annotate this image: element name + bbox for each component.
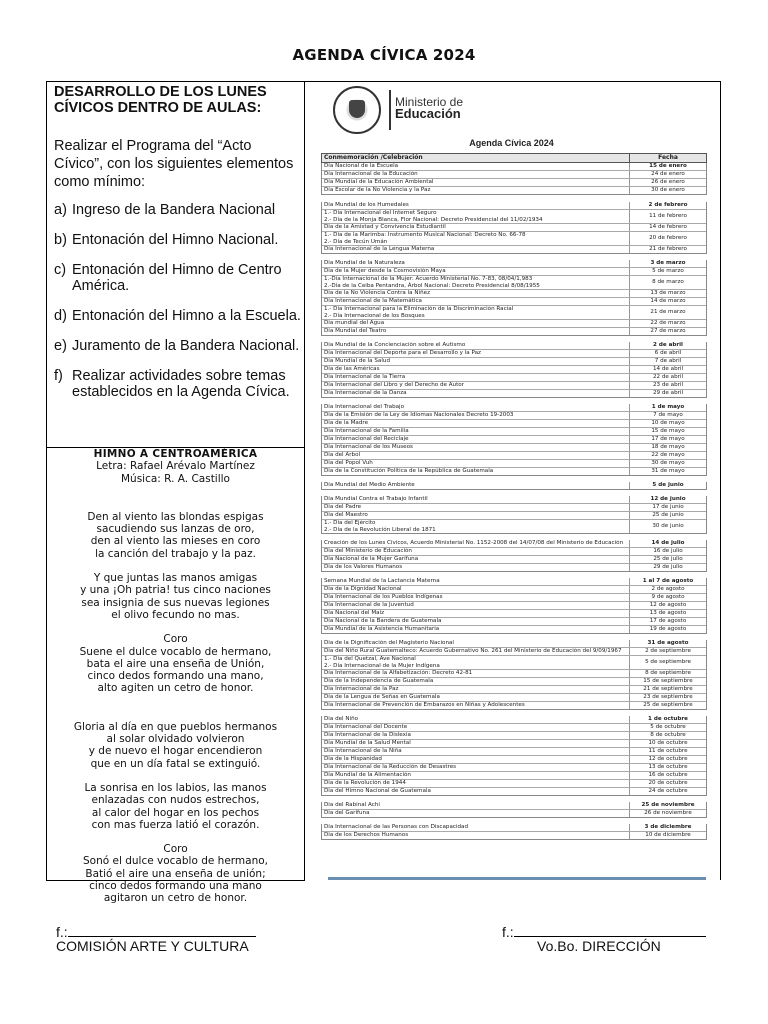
date-cell: 27 de marzo xyxy=(650,328,686,335)
date-cell: 12 de octubre xyxy=(648,756,688,763)
date-cell: 25 de noviembre xyxy=(641,802,695,809)
table-row xyxy=(322,267,706,275)
agenda-month-group xyxy=(321,496,707,534)
table-row xyxy=(322,747,706,755)
event-cell: Día de la Constitución Política de la República de Guatemala xyxy=(322,468,630,475)
table-row xyxy=(322,289,706,297)
date-cell: 8 de septiembre xyxy=(645,670,691,677)
date-cell: 30 de mayo xyxy=(651,460,685,467)
date-cell: 31 de mayo xyxy=(651,468,685,475)
guatemala-seal-icon xyxy=(333,86,381,134)
event-cell: Día Internacional de los Museos xyxy=(322,444,630,451)
event-cell: 1.- Día de la Marimba: Instrumento Musical Nacional: Decreto No. 66-78 2.- Día de Tecún Umán xyxy=(322,232,630,245)
table-row xyxy=(322,496,706,503)
agenda-table-header: Conmemoración /Celebración Fecha xyxy=(321,153,707,163)
table-row xyxy=(322,178,706,186)
date-cell: 22 de mayo xyxy=(651,452,685,459)
date-cell: 26 de enero xyxy=(651,179,685,186)
date-cell: 15 de septiembre xyxy=(643,678,693,685)
event-cell: Día del Rabinal Achí xyxy=(322,802,630,809)
table-row xyxy=(322,459,706,467)
date-cell: 29 de abril xyxy=(652,390,684,397)
date-cell: 2 de abril xyxy=(653,342,683,349)
date-cell: 3 de diciembre xyxy=(644,824,692,831)
date-cell: 13 de octubre xyxy=(648,764,688,771)
agenda-month-group xyxy=(321,202,707,254)
date-cell: 17 de mayo xyxy=(651,436,685,443)
development-section xyxy=(47,82,304,448)
ministry-logo xyxy=(333,86,573,136)
date-cell: 17 de junio xyxy=(652,504,684,511)
event-cell: Día Internacional de la Alfabetización: Decreto 42-81 xyxy=(322,670,630,677)
hymn-line: Suene el dulce vocablo de hermano, xyxy=(79,645,272,658)
event-cell: Día Internacional de la Reducción de Desastres xyxy=(322,764,630,771)
table-row xyxy=(322,779,706,787)
event-cell: Día Internacional del Deporte para el Desarrollo y la Paz xyxy=(322,350,630,357)
table-row xyxy=(322,685,706,693)
event-cell: Día del Garífuna xyxy=(322,810,630,817)
date-cell: 14 de marzo xyxy=(650,298,686,305)
event-cell: Creación de los Lunes Cívicos, Acuerdo Ministerial No. 1152-2008 del 14/07/08 del Ministerio de Educación xyxy=(322,540,630,547)
signature-label-left: COMISIÓN ARTE Y CULTURA xyxy=(56,938,249,954)
table-row xyxy=(322,563,706,571)
date-cell: 22 de abril xyxy=(652,374,684,381)
hymn-line: Coro xyxy=(163,843,188,856)
table-row xyxy=(322,357,706,365)
event-cell: Día Nacional del Maíz xyxy=(322,610,630,617)
date-cell: 13 de agosto xyxy=(649,610,687,617)
date-cell: 14 de abril xyxy=(652,366,684,373)
agenda-month-group xyxy=(321,260,707,336)
event-cell: Día Internacional de Prevención de Embarazos en Niñas y Adolescentes xyxy=(322,702,630,709)
event-cell: Día del Niño xyxy=(322,716,630,723)
event-cell: Día Mundial de la Salud Mental xyxy=(322,740,630,747)
event-cell: Día Nacional de la Mujer Garífuna xyxy=(322,556,630,563)
table-row xyxy=(322,755,706,763)
hymn-line: Sonó el dulce vocablo de hermano, xyxy=(82,855,268,868)
event-cell: Día Mundial de la Salud xyxy=(322,358,630,365)
event-cell: Día del Ministerio de Educación xyxy=(322,548,630,555)
event-cell: Día de la Emisión de la Ley de Idiomas Nacionales Decreto 19-2003 xyxy=(322,412,630,419)
agenda-image xyxy=(303,81,721,880)
table-row xyxy=(322,731,706,739)
table-row xyxy=(322,723,706,731)
table-row xyxy=(322,625,706,633)
date-cell: 26 de noviembre xyxy=(644,810,692,817)
hymn-stanza xyxy=(47,721,304,770)
date-cell: 9 de agosto xyxy=(651,594,685,601)
table-row xyxy=(322,511,706,519)
agenda-month-group xyxy=(321,640,707,710)
event-cell: Día Internacional de la Tierra xyxy=(322,374,630,381)
table-row xyxy=(322,617,706,625)
agenda-month-group xyxy=(321,802,707,818)
date-cell: 10 de octubre xyxy=(648,740,688,747)
event-cell: Día Internacional de la Educación xyxy=(322,171,630,178)
signature-line-left: f.: xyxy=(56,924,256,940)
event-cell: Día Mundial de la Asistencia Humanitaria xyxy=(322,626,630,633)
event-cell: Día Internacional de la Dislexia xyxy=(322,732,630,739)
event-cell: Día de la Amistad y Convivencia Estudiantil xyxy=(322,224,630,231)
event-cell: Día Nacional de la Bandera de Guatemala xyxy=(322,618,630,625)
agenda-month-group xyxy=(321,824,707,840)
table-row xyxy=(322,389,706,397)
table-row xyxy=(322,701,706,709)
table-row xyxy=(322,585,706,593)
date-cell: 21 de febrero xyxy=(649,246,687,253)
date-cell: 20 de febrero xyxy=(649,235,687,242)
event-cell: 1.- Día Internacional del Internet Seguro 2.- Día de la Monja Blanca, Flor Nacional: Decreto Presidencial del 11/02/1934 xyxy=(322,210,630,223)
development-item: b) Entonación del Himno Nacional. xyxy=(54,232,279,248)
event-cell: Día Internacional de la Lengua Materna xyxy=(322,246,630,253)
development-list xyxy=(54,202,304,400)
date-cell: 2 de agosto xyxy=(651,586,685,593)
date-cell: 13 de marzo xyxy=(650,290,686,297)
event-cell: Día de los Derechos Humanos xyxy=(322,832,630,839)
hymn-line: cinco dedos formando una mano xyxy=(89,880,262,893)
event-cell: Día Internacional del Docente xyxy=(322,724,630,731)
event-cell: Día de la Hispanidad xyxy=(322,756,630,763)
event-cell: Día Internacional de la Paz xyxy=(322,686,630,693)
table-row xyxy=(322,170,706,178)
table-row xyxy=(322,593,706,601)
event-cell: Día de la Mujer desde la Cosmovisión Maya xyxy=(322,268,630,275)
development-item: c) Entonación del Himno de Centro América. xyxy=(54,262,282,294)
date-cell: 23 de abril xyxy=(652,382,684,389)
date-cell: 25 de junio xyxy=(652,512,684,519)
date-cell: 10 de diciembre xyxy=(645,832,691,839)
table-row xyxy=(322,231,706,245)
hymn-line: cinco dedos formando una mano, xyxy=(87,670,264,683)
event-cell: Día de la Madre xyxy=(322,420,630,427)
event-cell: Día Mundial del Medio Ambiente xyxy=(322,482,630,489)
event-cell: Día del Árbol xyxy=(322,452,630,459)
event-cell: Día de la Dignidad Nacional xyxy=(322,586,630,593)
event-cell: Día de la Revolución de 1944 xyxy=(322,780,630,787)
development-title: DESARROLLO DE LOS LUNES CÍVICOS DENTRO DE AULAS: xyxy=(54,84,267,116)
table-row xyxy=(322,419,706,427)
date-cell: 21 de marzo xyxy=(650,309,686,316)
development-item: f) Realizar actividades sobre temas establecidos en la Agenda Cívica. xyxy=(54,368,290,400)
hymn-line: Y que juntas las manos amigas xyxy=(93,572,258,585)
date-cell: 20 de octubre xyxy=(648,780,688,787)
event-cell: Día Internacional de la Niña xyxy=(322,748,630,755)
table-row xyxy=(322,831,706,839)
table-row xyxy=(322,809,706,817)
table-row xyxy=(322,771,706,779)
date-cell: 3 de marzo xyxy=(650,260,686,267)
table-row xyxy=(322,186,706,194)
date-cell: 22 de marzo xyxy=(650,320,686,327)
table-row xyxy=(322,540,706,547)
hymn-line: y una ¡Oh patria! tus cinco naciones xyxy=(80,584,271,597)
table-row xyxy=(322,223,706,231)
date-cell: 8 de marzo xyxy=(652,279,684,286)
date-cell: 31 de agosto xyxy=(647,640,689,647)
date-cell: 30 de junio xyxy=(652,523,684,530)
event-cell: Día de los Valores Humanos xyxy=(322,564,630,571)
hymn-chorus xyxy=(47,633,304,694)
table-row xyxy=(322,275,706,289)
table-row xyxy=(322,739,706,747)
event-cell: Día Internacional de la Matemática xyxy=(322,298,630,305)
table-row xyxy=(322,342,706,349)
table-row xyxy=(322,451,706,459)
ministry-name: Ministerio de Educación xyxy=(395,95,464,121)
hymn-line: Batió el aire una enseña de unión; xyxy=(85,867,266,880)
hymn-line: sea insignia de sus nuevas legiones xyxy=(81,596,270,609)
event-cell: Día de las Américas xyxy=(322,366,630,373)
table-row xyxy=(322,404,706,411)
event-cell: Día de la Dignificación del Magisterio Nacional xyxy=(322,640,630,647)
event-cell: Día Mundial Contra el Trabajo Infantil xyxy=(322,496,630,503)
event-cell: Día Mundial de la Naturaleza xyxy=(322,260,630,267)
table-row xyxy=(322,467,706,475)
event-cell: Día Internacional de los Pueblos Indígenas xyxy=(322,594,630,601)
event-cell: Día Mundial del Teatro xyxy=(322,328,630,335)
date-cell: 24 de octubre xyxy=(648,788,688,795)
hymn-line: agitaron un cetro de honor. xyxy=(103,892,248,905)
agenda-month-group xyxy=(321,404,707,476)
hymn-lyrics-by: Letra: Rafael Arévalo Martínez xyxy=(96,460,255,473)
signature-line-right: f.: xyxy=(502,924,706,940)
table-row xyxy=(322,555,706,563)
event-cell: Día Internacional del Trabajo xyxy=(322,404,630,411)
development-intro: Realizar el Programa del “Acto Cívico”, con los siguientes elementos como mínimo: xyxy=(54,138,294,190)
signature-label-right: Vo.Bo. DIRECCIÓN xyxy=(537,938,661,954)
hymn-stanza xyxy=(47,782,304,831)
table-row xyxy=(322,763,706,771)
date-cell: 15 de enero xyxy=(649,163,687,170)
date-cell: 16 de octubre xyxy=(648,772,688,779)
table-row xyxy=(322,381,706,389)
left-column xyxy=(46,81,305,905)
date-cell: 8 de octubre xyxy=(650,732,686,739)
hymn-line: den al viento las mieses en coro xyxy=(90,535,261,548)
date-cell: 17 de agosto xyxy=(649,618,687,625)
event-cell: Semana Mundial de la Lactancia Materna xyxy=(322,578,630,585)
table-row xyxy=(322,245,706,253)
development-item: e) Juramento de la Bandera Nacional. xyxy=(54,338,300,354)
hymn-line: Coro xyxy=(163,633,188,646)
event-cell: Día Internacional de las Personas con Discapacidad xyxy=(322,824,630,831)
table-row xyxy=(322,327,706,335)
table-row xyxy=(322,373,706,381)
page-title: AGENDA CÍVICA 2024 xyxy=(292,46,476,64)
hymn-line: al calor del hogar en los pechos xyxy=(91,806,260,819)
date-cell: 5 de septiembre xyxy=(645,659,691,666)
date-cell: 18 de mayo xyxy=(651,444,685,451)
agenda-table xyxy=(321,153,707,846)
table-row xyxy=(322,787,706,795)
hymn-line: el olivo fecundo no mas. xyxy=(111,608,240,621)
date-cell: 14 de julio xyxy=(651,540,685,547)
hymn-stanza xyxy=(47,511,304,560)
date-cell: 12 de junio xyxy=(650,496,686,503)
agenda-table-title: Agenda Cívica 2024 xyxy=(469,138,554,148)
hymn-chorus xyxy=(47,843,304,904)
hymn-music-by: Música: R. A. Castillo xyxy=(121,472,230,485)
table-row xyxy=(322,716,706,723)
event-cell: Día Mundial de la Educación Ambiental xyxy=(322,179,630,186)
event-cell: Día Mundial de los Humedales xyxy=(322,202,630,209)
table-row xyxy=(322,647,706,655)
date-cell: 2 de febrero xyxy=(648,202,688,209)
date-cell: 25 de septiembre xyxy=(643,702,693,709)
table-row xyxy=(322,260,706,267)
date-cell: 21 de septiembre xyxy=(643,686,693,693)
event-cell: Día del Himno Nacional de Guatemala xyxy=(322,788,630,795)
event-cell: Día Internacional del Libro y del Derecho de Autor xyxy=(322,382,630,389)
hymn-line: sacudiendo sus lanzas de oro, xyxy=(96,523,255,536)
table-row xyxy=(322,435,706,443)
table-row xyxy=(322,609,706,617)
event-cell: Día de la Lengua de Señas en Guatemala xyxy=(322,694,630,701)
table-row xyxy=(322,163,706,170)
event-cell: 1.-Día Internacional de la Mujer: Acuerdo Ministerial No. 7-83, 08/04/1,983 2.-Día de la Ceiba Pentandra, Árbol Nacional: Decreto Presidencial 8/08/1955 xyxy=(322,276,630,289)
table-row xyxy=(322,655,706,669)
table-row xyxy=(322,443,706,451)
event-cell: Día del Maestro xyxy=(322,512,630,519)
hymn-section xyxy=(47,448,304,905)
date-cell: 14 de febrero xyxy=(649,224,687,231)
date-cell: 11 de febrero xyxy=(649,213,687,220)
date-cell: 1 al 7 de agosto xyxy=(642,578,694,585)
event-cell: Día Internacional de la Danza xyxy=(322,390,630,397)
event-cell: Día Internacional de la Juventud xyxy=(322,602,630,609)
hymn-line: bata el aire una enseña de Unión, xyxy=(86,657,265,670)
hymn-line: alto agiten un cetro de honor. xyxy=(97,682,254,695)
hymn-stanza xyxy=(47,572,304,621)
hymn-line: Gloria al día en que pueblos hermanos xyxy=(73,720,278,733)
hymn-line: y de nuevo el hogar encendieron xyxy=(88,745,263,758)
table-row xyxy=(322,365,706,373)
date-cell: 7 de abril xyxy=(654,358,682,365)
event-cell: Día mundial del Agua xyxy=(322,320,630,327)
agenda-month-group xyxy=(321,540,707,572)
hymn-line: con mas fuerza latió el corazón. xyxy=(91,818,260,831)
table-row xyxy=(322,319,706,327)
table-row xyxy=(322,802,706,809)
table-row xyxy=(322,503,706,511)
table-row xyxy=(322,677,706,685)
agenda-month-group xyxy=(321,716,707,796)
date-cell: 2 de septiembre xyxy=(645,648,691,655)
agenda-month-group xyxy=(321,163,707,195)
date-cell: 5 de octubre xyxy=(650,724,686,731)
date-cell: 19 de agosto xyxy=(649,626,687,633)
date-cell: 1 de mayo xyxy=(651,404,685,411)
event-cell: Día Mundial de la Alimentación xyxy=(322,772,630,779)
table-row xyxy=(322,640,706,647)
table-row xyxy=(322,519,706,533)
date-cell: 5 de marzo xyxy=(652,268,684,275)
hymn-line: enlazadas con nudos estrechos, xyxy=(91,794,260,807)
development-item: d) Entonación del Himno a la Escuela. xyxy=(54,308,301,324)
date-cell: 30 de enero xyxy=(651,187,685,194)
event-cell: 1.- Día Internacional para la Eliminación de la Discriminación Racial 2.- Día Internacional de los Bosques xyxy=(322,306,630,319)
date-cell: 11 de octubre xyxy=(648,748,688,755)
table-row xyxy=(322,305,706,319)
table-row xyxy=(322,297,706,305)
development-item: a) Ingreso de la Bandera Nacional xyxy=(54,202,276,218)
hymn-line: la canción del trabajo y la paz. xyxy=(95,547,256,560)
event-cell: Día de la Independencia de Guatemala xyxy=(322,678,630,685)
event-cell: Día Internacional de la Familia xyxy=(322,428,630,435)
table-row xyxy=(322,547,706,555)
event-cell: Día del Padre xyxy=(322,504,630,511)
table-row xyxy=(322,427,706,435)
table-row xyxy=(322,601,706,609)
event-cell: Día de la No Violencia Contra la Niñez xyxy=(322,290,630,297)
table-row xyxy=(322,411,706,419)
event-cell: Día del Niño Rural Guatemalteco: Acuerdo Gubernativo No. 261 del Ministerio de Educación del 9/09/1967 xyxy=(322,648,630,655)
date-cell: 25 de julio xyxy=(653,556,683,563)
table-row xyxy=(322,482,706,489)
date-cell: 29 de julio xyxy=(653,564,683,571)
date-cell: 12 de agosto xyxy=(649,602,687,609)
table-row xyxy=(322,209,706,223)
event-cell: Día Internacional del Reciclaje xyxy=(322,436,630,443)
table-row xyxy=(322,669,706,677)
agenda-month-group xyxy=(321,482,707,490)
date-cell: 24 de enero xyxy=(651,171,685,178)
date-cell: 7 de mayo xyxy=(653,412,683,419)
agenda-month-group xyxy=(321,342,707,398)
event-cell: Día Escolar de la No Violencia y la Paz xyxy=(322,187,630,194)
date-cell: 23 de septiembre xyxy=(643,694,693,701)
date-cell: 6 de abril xyxy=(654,350,682,357)
table-row xyxy=(322,824,706,831)
event-cell: 1.- Día del Quetzal, Ave Nacional 2.- Día Internacional de la Mujer Indígena xyxy=(322,656,630,669)
event-cell: Día del Popol Vuh xyxy=(322,460,630,467)
hymn-line: que en un día fatal se extinguió. xyxy=(90,757,261,770)
table-row xyxy=(322,578,706,585)
table-row xyxy=(322,349,706,357)
date-cell: 15 de mayo xyxy=(651,428,685,435)
date-cell: 16 de julio xyxy=(653,548,683,555)
hymn-line: al solar olvidado volvieron xyxy=(106,733,245,746)
event-cell: Día Mundial de la Concienciación sobre el Autismo xyxy=(322,342,630,349)
agenda-month-group xyxy=(321,578,707,634)
date-cell: 1 de octubre xyxy=(648,716,688,723)
event-cell: Día Nacional de la Escuela xyxy=(322,163,630,170)
event-cell: 1.- Día del Ejército 2.- Día de la Revolución Liberal de 1871 xyxy=(322,520,630,533)
table-row xyxy=(322,202,706,209)
hymn-line: La sonrisa en los labios, las manos xyxy=(84,781,267,794)
date-cell: 5 de junio xyxy=(652,482,684,489)
date-cell: 10 de mayo xyxy=(651,420,685,427)
hymn-line: Den al viento las blondas espigas xyxy=(87,510,264,523)
table-row xyxy=(322,693,706,701)
hymn-title: HIMNO A CENTROAMÉRICA xyxy=(93,448,258,460)
